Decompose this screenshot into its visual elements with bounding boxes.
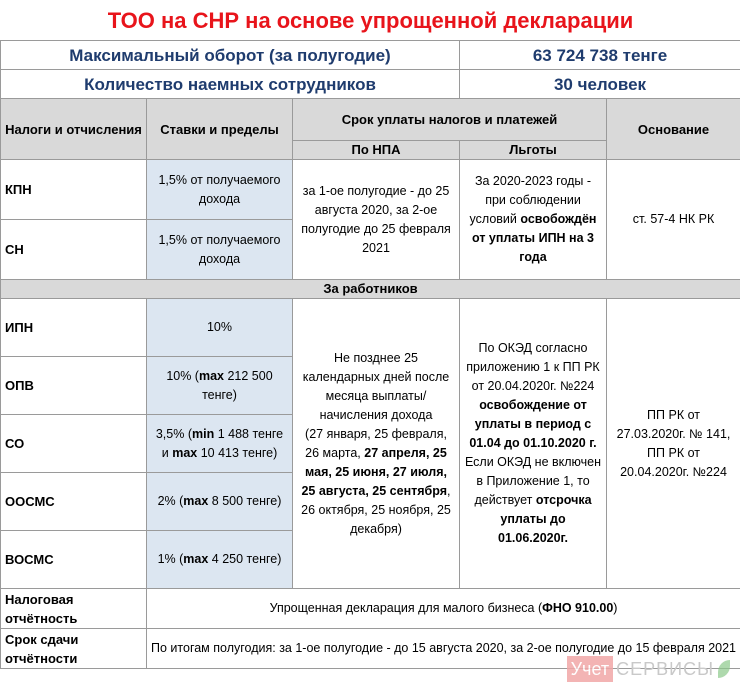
tax-rate-oosms — [147, 473, 293, 531]
rate-oosms-max: max — [183, 494, 209, 508]
section-employees: За работников — [1, 280, 740, 299]
watermark — [567, 656, 730, 682]
rate-so-a: 3,5% ( — [155, 426, 192, 441]
tax-rate-opv — [147, 357, 293, 415]
header-taxes: Налоги и отчисления — [1, 99, 147, 160]
tax-name-kpn: КПН — [1, 160, 147, 220]
basis-employees: ПП РК от 27.03.2020г. № 141, ПП РК от 20.04.2020г. №224 — [607, 299, 740, 589]
benefit-employees-text: По ОКЭД согласно приложению 1 к ПП РК от 20.04.2020г. №224 — [466, 341, 600, 393]
rate-vosms-c: 4 250 тенге) — [208, 552, 282, 566]
deadline-npa-employees — [293, 299, 460, 589]
benefit-corporate-bold: освобождён от уплаты ИПН на 3 года — [472, 212, 597, 264]
deadline-npa-corporate: за 1-ое полугодие - до 25 августа 2020, за 2-ое полугодие до 25 февраля 2021 — [293, 160, 460, 280]
rate-opv-a: 10% ( — [166, 368, 199, 383]
deadline-employees-text: Не позднее 25 календарных дней после месяца выплаты/начисления дохода — [302, 350, 450, 422]
page-title: ТОО на СНР на основе упрощенной декларации — [1, 0, 740, 41]
tax-rate-vosms — [147, 531, 293, 589]
header-rates: Ставки и пределы — [147, 99, 293, 160]
watermark-brand-box: Учет — [567, 656, 613, 682]
tax-rate-so — [147, 415, 293, 473]
deadline-employees-bold: 27 апреля, 25 мая, 25 июня, 27 июля, 25 августа, 25 сентября — [301, 445, 448, 498]
declaration-close: ) — [613, 601, 618, 615]
header-npa: По НПА — [293, 141, 460, 160]
rate-so-c: 1 488 тенге и — [161, 426, 284, 460]
tax-name-sn: СН — [1, 220, 147, 280]
leaf-icon — [718, 660, 730, 678]
benefit-employees-exemption: освобождение от уплаты в период с 01.04 до 01.10.2020 г. — [469, 398, 597, 450]
header-benefits: Льготы — [460, 141, 607, 160]
tax-name-vosms: ВОСМС — [1, 531, 147, 589]
employees-label: Количество наемных сотрудников — [1, 70, 460, 99]
watermark-brand-text: СЕРВИСЫ — [616, 658, 714, 679]
rate-vosms-max: max — [183, 552, 209, 566]
tax-name-oosms: ООСМС — [1, 473, 147, 531]
rate-opv-max: max — [198, 368, 224, 383]
tax-name-so: СО — [1, 415, 147, 473]
header-basis: Основание — [607, 99, 740, 160]
benefit-employees-deferral: отсрочка уплаты до 01.06.2020г. — [498, 493, 592, 545]
rate-oosms-c: 8 500 тенге) — [208, 494, 282, 508]
tax-name-opv: ОПВ — [1, 357, 147, 415]
deadline-employees-tail: , 26 октября, 25 ноября, 25 декабря) — [301, 483, 451, 536]
declaration-text: Упрощенная декларация для малого бизнеса ( — [269, 601, 543, 615]
rate-opv-c: 212 500 тенге) — [202, 368, 273, 402]
benefit-corporate-text: За 2020-2023 годы - при соблюдении условий — [469, 174, 592, 226]
header-deadline: Срок уплаты налогов и платежей — [293, 99, 607, 141]
declaration-label: Налоговая отчётность — [1, 589, 147, 629]
rate-so-max: max — [172, 445, 198, 460]
turnover-value: 63 724 738 тенге — [460, 41, 740, 70]
benefit-employees — [460, 299, 607, 589]
employees-value: 30 человек — [460, 70, 740, 99]
rate-oosms-a: 2% ( — [157, 494, 184, 508]
benefit-corporate — [460, 160, 607, 280]
tax-rate-ipn: 10% — [147, 299, 293, 357]
tax-rate-kpn: 1,5% от получаемого дохода — [147, 160, 293, 220]
declaration-form: ФНО 910.00 — [542, 601, 614, 615]
deadline-employees-dates: (27 января, 25 февраля, 26 марта, — [305, 426, 447, 460]
reporting-value: По итогам полугодия: за 1-ое полугодие - до 15 августа 2020, за 2-ое полугодие до 15 февраля 2021 — [147, 629, 740, 669]
tax-name-ipn: ИПН — [1, 299, 147, 357]
rate-so-e: 10 413 тенге) — [197, 445, 278, 460]
tax-rate-sn: 1,5% от получаемого дохода — [147, 220, 293, 280]
rate-vosms-a: 1% ( — [157, 552, 184, 566]
reporting-label: Срок сдачи отчётности — [1, 629, 147, 669]
benefit-employees-note: Если ОКЭД не включен в Приложение 1, то действует — [464, 455, 602, 507]
declaration-value — [147, 589, 740, 629]
basis-corporate: ст. 57-4 НК РК — [607, 160, 740, 280]
rate-so-min: min — [192, 426, 215, 441]
turnover-label: Максимальный оборот (за полугодие) — [1, 41, 460, 70]
